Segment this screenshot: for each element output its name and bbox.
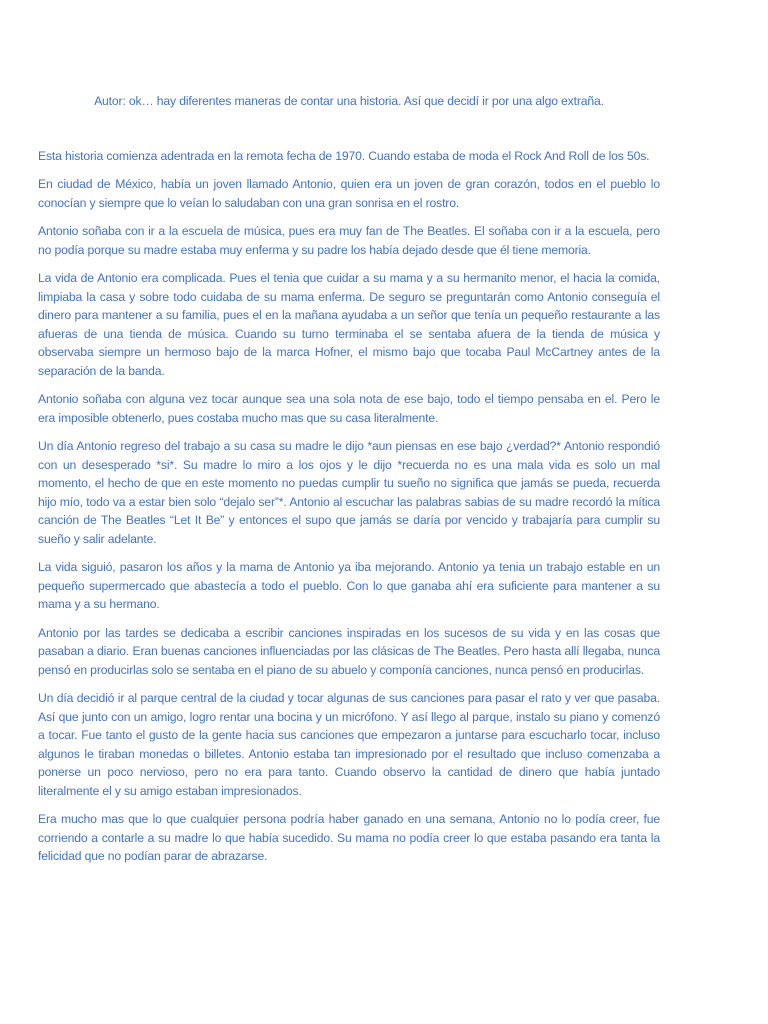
paragraph-10: Era mucho mas que lo que cualquier persona podría haber ganado en una semana, Antonio no lo podía creer, fue corriendo a contarle a su madre lo que había sucedido. Su mama no podía creer lo que estaba pasando era tanta la felicidad que no podían parar de abrazarse.	[38, 812, 660, 863]
paragraph-4: La vida de Antonio era complicada. Pues el tenia que cuidar a su mama y a su hermanito menor, el hacia la comida, limpiaba la casa y sobre todo cuidaba de su mama enferma. De seguro se preguntarán como Antonio conseguía el dinero para mantener a su familia, pues el en la mañana ayudaba a un señor que tenía un pequeño restaurante a las afueras de una tienda de música. Cuando su turno terminaba el se sentaba afuera de la tienda de música y observaba siempre un hermoso bajo de la marca Hofner, el mismo bajo que tocaba Paul McCartney antes de la separación de la banda.	[38, 271, 660, 378]
document-page	[38, 92, 660, 876]
author-note: Autor: ok… hay diferentes maneras de contar una historia. Así que decidí ir por una algo extraña.	[94, 94, 604, 108]
paragraph-7: La vida siguió, pasaron los años y la mama de Antonio ya iba mejorando. Antonio ya tenia un trabajo estable en un pequeño supermercado que abastecía a todo el pueblo. Con lo que ganaba ahí era suficiente para mantener a su mama y a su hermano.	[38, 560, 660, 611]
paragraph-6: Un día Antonio regreso del trabajo a su casa su madre le dijo *aun piensas en ese bajo ¿verdad?* Antonio respondió con un desesperado *si*. Su madre lo miro a los ojos y le dijo *recuerda no es una mala vida es solo un mal momento, el hecho de que en este momento no puedas cumplir tu sueño no significa que jamás se pueda, recuerda hijo mío, todo va a estar bien solo “dejalo ser”*. Antonio al escuchar las palabras sabias de su madre recordó la mítica canción de The Beatles “Let It Be” y entonces el supo que jamás se daría por vencido y trabajaría para cumplir su sueño y salir adelante.	[38, 439, 660, 546]
paragraph-1: Esta historia comienza adentrada en la remota fecha de 1970. Cuando estaba de moda el Rock And Roll de los 50s.	[38, 148, 650, 163]
paragraph-3: Antonio soñaba con ir a la escuela de música, pues era muy fan de The Beatles. El soñaba con ir a la escuela, pero no podía porque su madre estaba muy enferma y su padre los había dejado desde que él tiene memoria.	[38, 224, 660, 257]
paragraph-2: En ciudad de México, había un joven llamado Antonio, quien era un joven de gran corazón, todos en el pueblo lo conocían y siempre que lo veían lo saludaban con una gran sonrisa en el rostro.	[38, 177, 660, 210]
paragraph-8: Antonio por las tardes se dedicaba a escribir canciones inspiradas en los sucesos de su vida y en las cosas que pasaban a diario. Eran buenas canciones influenciadas por las clásicas de The Beatles. Pero hasta allí llegaba, nunca pensó en producirlas solo se sentaba en el piano de su abuelo y componía canciones, nunca pensó en producirlas.	[38, 625, 660, 677]
paragraph-5: Antonio soñaba con alguna vez tocar aunque sea una sola nota de ese bajo, todo el tiempo pensaba en el. Pero le era imposible obtenerlo, pues costaba mucho mas que su casa literalmente.	[38, 392, 660, 425]
paragraph-9: Un día decidió ir al parque central de la ciudad y tocar algunas de sus canciones para pasar el rato y ver que pasaba. Así que junto con un amigo, logro rentar una bocina y un micrófono. Y así llego al parque, instalo su piano y comenzó a tocar. Fue tanto el gusto de la gente hacia sus canciones que empezaron a juntarse para escucharlo tocar, incluso algunos le tiraban monedas o billetes. Antonio estaba tan impresionado por el resultado que incluso comenzaba a ponerse un poco nervioso, pero no era para tanto. Cuando observo la cantidad de dinero que había juntado literalmente el y su amigo estaban impresionados.	[38, 691, 660, 798]
